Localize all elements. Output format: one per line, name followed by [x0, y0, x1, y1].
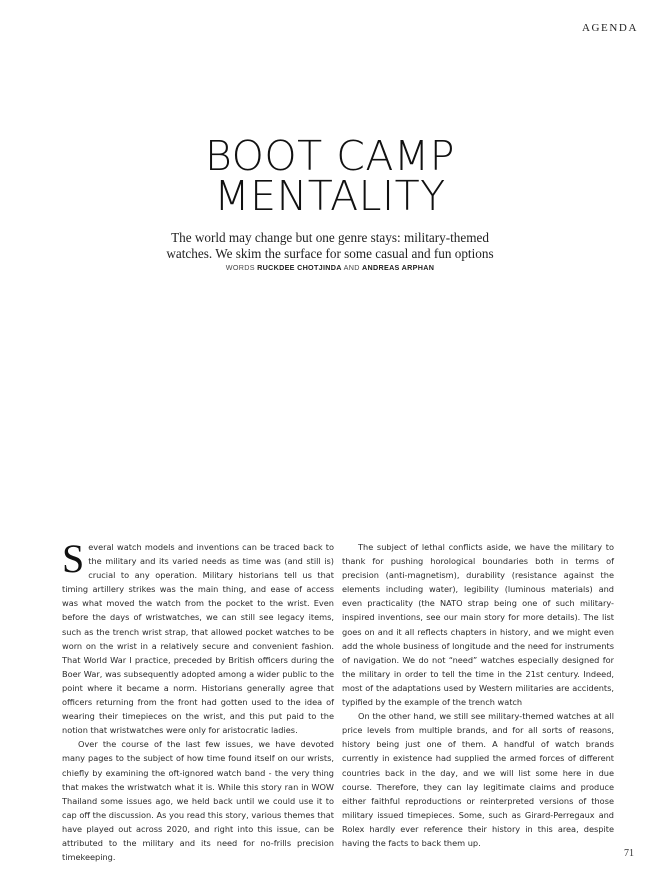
- byline-author-2: ANDREAS ARPHAN: [362, 263, 435, 272]
- article-title: [0, 132, 660, 220]
- body-paragraph: [62, 536, 334, 737]
- body-column-right: [342, 540, 614, 850]
- body-paragraph: On the other hand, we still see military-themed watches at all price levels from multiple brands, and for all sorts of reasons, history being just one of them. A handful of watch brands currently in existence had supplied the armed forces of different countries back in the day, and we will list some here in due course. Therefore, they can lay legitimate claims and produce either faithful reproductions or reinterpreted versions of those military issued timepieces. Some, such as Girard-Perregaux and Rolex hardly ever reference their history in this area, despite having the facts to back them up.: [342, 711, 614, 848]
- body-column-left: [62, 536, 334, 864]
- byline: [0, 263, 660, 272]
- byline-author-1: RUCKDEE CHOTJINDA: [257, 263, 342, 272]
- title-line-2: MENTALITY: [214, 172, 446, 220]
- title-line-1: BOOT CAMP: [204, 132, 456, 180]
- byline-words-label: WORDS: [225, 263, 255, 272]
- body-paragraph: Over the course of the last few issues, we have devoted many pages to the subject of how time found itself on our wrists, chiefly by examining the oft-ignored watch band - the very thing that makes the wristwatch what it is. While this story ran in WOW Thailand some issues ago, we held back until we could use it to cap off the discussion. As you read this story, various themes that have played out across 2020, and right into this issue, can be attributed to the military and its need for no-frills precision timekeeping.: [62, 739, 334, 863]
- page-number: 71: [624, 848, 634, 859]
- byline-and: AND: [343, 263, 360, 272]
- drop-cap: S: [62, 536, 85, 581]
- section-label: AGENDA: [581, 22, 638, 34]
- body-paragraph: The subject of lethal conflicts aside, we have the military to thank for pushing horological boundaries both in terms of precision (anti-magnetism), durability (resistance against the elements including water), legibility (luminous materials) and even practicality (the NATO strap being one of such military-inspired inventions, see our main story for more details). The list goes on and it all reflects chapters in history, and we might even add the whole business of longitude and the need for instruments of navigation. We do not “need” watches especially designed for the military in order to tell the time in the 21st century. Indeed, most of the adaptations used by Western militaries are accidents, typified by the example of the trench watch: [342, 542, 614, 708]
- paragraph-text: everal watch models and inventions can be traced back to the military and its varied needs as time was (and still is) crucial to any operation. Military historians tell us that timing artillery strikes was the main thing, and ease of access was what moved the watch from the pocket to the wrist. Even before the days of wristwatches, we can still see legacy items, such as the trench wrist strap, that allowed pocket watches to be worn on the wrist in a relatively secure and convenient fashion. That World War I practice, preceded by British officers during the Boer War, was subsequently adopted among a wider public to the point where it became a norm. Historians generally agree that officers returning from the front had gotten used to the idea of wearing their timepieces on the wrist, and this put paid to the notion that wristwatches were only for aristocratic ladies.: [62, 542, 334, 736]
- standfirst: The world may change but one genre stays: military-themed watches. We skim the surface for some casual and fun options: [166, 230, 494, 261]
